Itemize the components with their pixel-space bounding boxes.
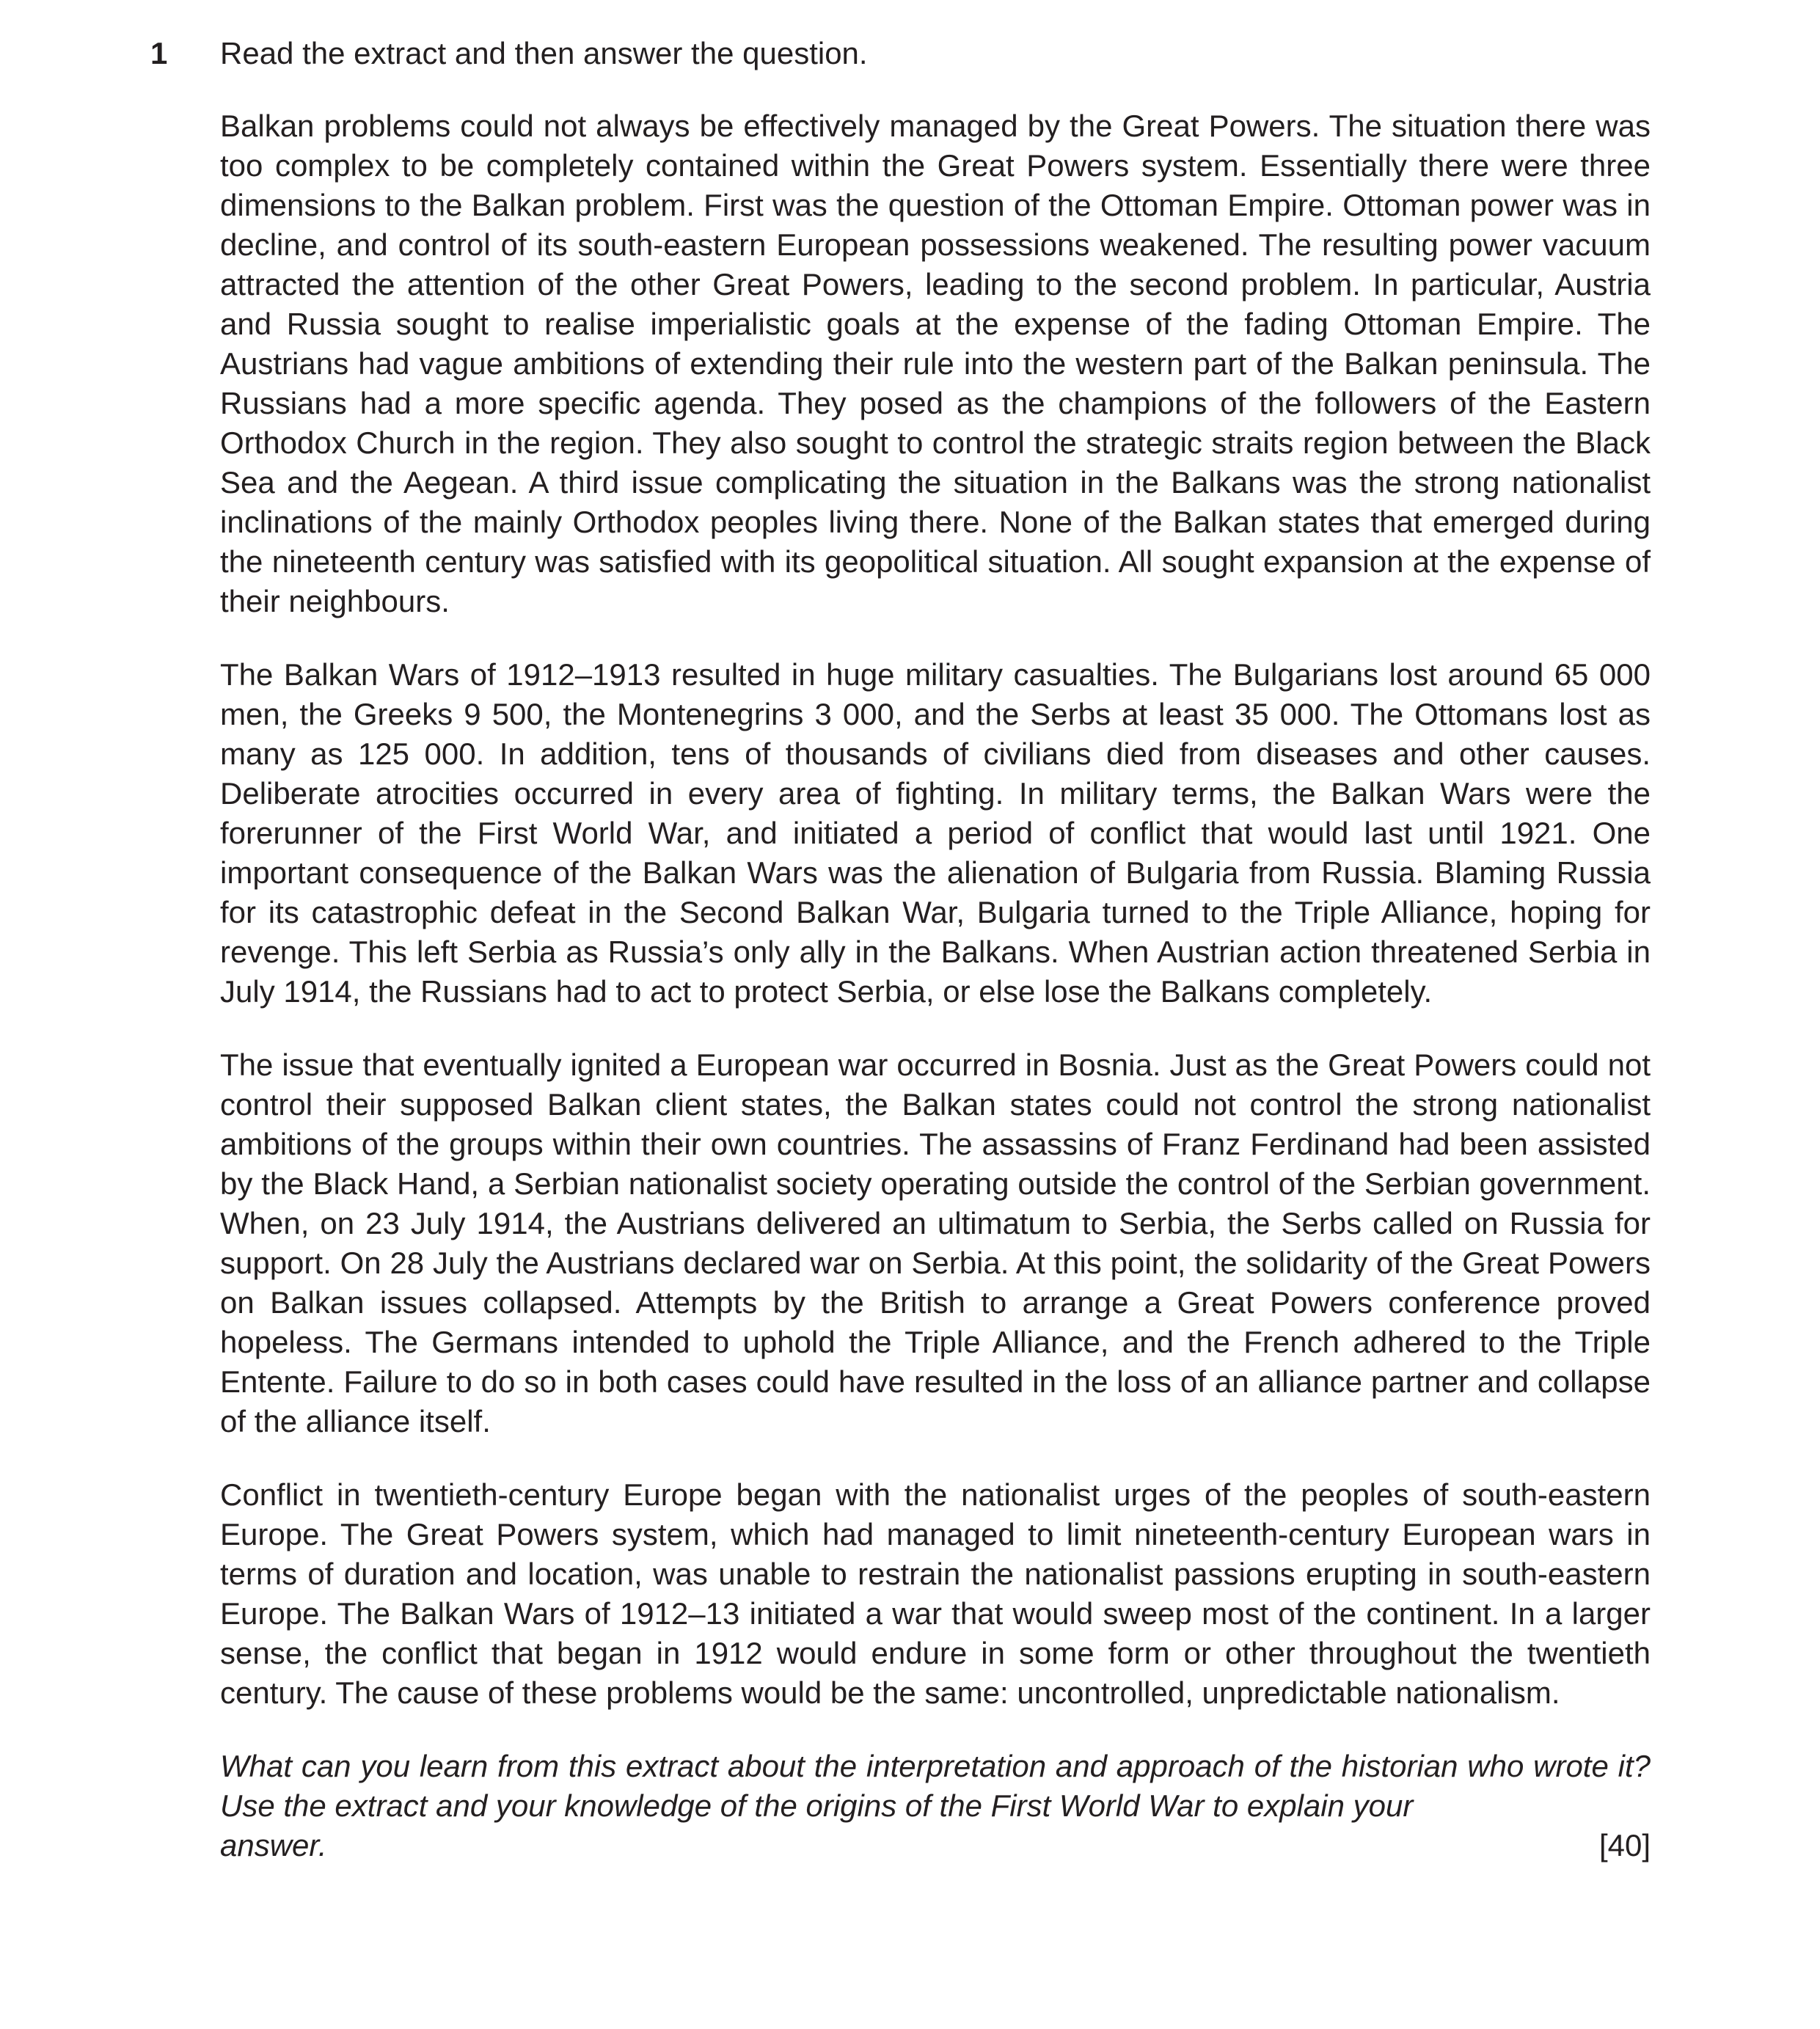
extract-paragraph-4: Conflict in twentieth-century Europe began with the nationalist urges of the peoples of south-eastern Europe. The Great Powers system, which had managed to limit nineteenth-century European wars in terms of duration and location, was unable to restrain the nationalist passions erupting in south-eastern Europe. The Balkan Wars of 1912–13 initiated a war that would sweep most of the continent. In a larger sense, the conflict that began in 1912 would endure in some form or other throughout the twentieth century. The cause of these problems would be the same: uncontrolled, unpredictable nationalism. [220,1477,1651,1710]
question-instruction: Read the extract and then answer the question. [220,36,868,70]
question-prompt-text: What can you learn from this extract about the interpretation and approach of the historian who wrote it? Use the extract and your knowledge of the origins of the First World War to explain your [220,1749,1651,1823]
extract-paragraph-3: The issue that eventually ignited a European war occurred in Bosnia. Just as the Great Powers could not control their supposed Balkan client states, the Balkan states could not control the strong nationalist ambitions of the groups within their own countries. The assassins of Franz Ferdinand had been assisted by the Black Hand, a Serbian nationalist society operating outside the control of the Serbian government. When, on 23 July 1914, the Austrians delivered an ultimatum to Serbia, the Serbs called on Russia for support. On 28 July the Austrians declared war on Serbia. At this point, the solidarity of the Great Powers on Balkan issues collapsed. Attempts by the British to arrange a Great Powers conference proved hopeless. The Germans intended to uphold the Triple Alliance, and the French adhered to the Triple Entente. Failure to do so in both cases could have resulted in the loss of an alliance partner and collapse of the alliance itself. [220,1048,1651,1438]
question-prompt-last-line [220,1826,1651,1865]
question-prompt-last-word: answer. [220,1828,327,1862]
question-prompt [220,1747,1651,1865]
question-number: 1 [150,36,168,70]
extract-paragraph-1: Balkan problems could not always be effectively managed by the Great Powers. The situation there was too complex to be completely contained within the Great Powers system. Essentially there were three dimensions to the Balkan problem. First was the question of the Ottoman Empire. Ottoman power was in decline, and control of its south-eastern European possessions weakened. The resulting power vacuum attracted the attention of the other Great Powers, leading to the second problem. In particular, Austria and Russia sought to realise imperialistic goals at the expense of the fading Ottoman Empire. The Austrians had vague ambitions of extending their rule into the western part of the Balkan peninsula. The Russians had a more specific agenda. They posed as the champions of the followers of the Eastern Orthodox Church in the region. They also sought to control the strategic straits region between the Black Sea and the Aegean. A third issue complicating the situation in the Balkans was the strong nationalist inclinations of the mainly Orthodox peoples living there. None of the Balkan states that emerged during the nineteenth century was satisfied with its geopolitical situation. All sought expansion at the expense of their neighbours. [220,109,1651,618]
question-content [220,34,1651,1865]
marks-available: [40] [1598,1828,1651,1862]
extract-paragraph-2: The Balkan Wars of 1912–1913 resulted in huge military casualties. The Bulgarians lost around 65 000 men, the Greeks 9 500, the Montenegrins 3 000, and the Serbs at least 35 000. The Ottomans lost as many as 125 000. In addition, tens of thousands of civilians died from diseases and other causes. Deliberate atrocities occurred in every area of fighting. In military terms, the Balkan Wars were the forerunner of the First World War, and initiated a period of conflict that would last until 1921. One important consequence of the Balkan Wars was the alienation of Bulgaria from Russia. Blaming Russia for its catastrophic defeat in the Second Balkan War, Bulgaria turned to the Triple Alliance, hoping for revenge. This left Serbia as Russia’s only ally in the Balkans. When Austrian action threatened Serbia in July 1914, the Russians had to act to protect Serbia, or else lose the Balkans completely. [220,657,1651,1009]
